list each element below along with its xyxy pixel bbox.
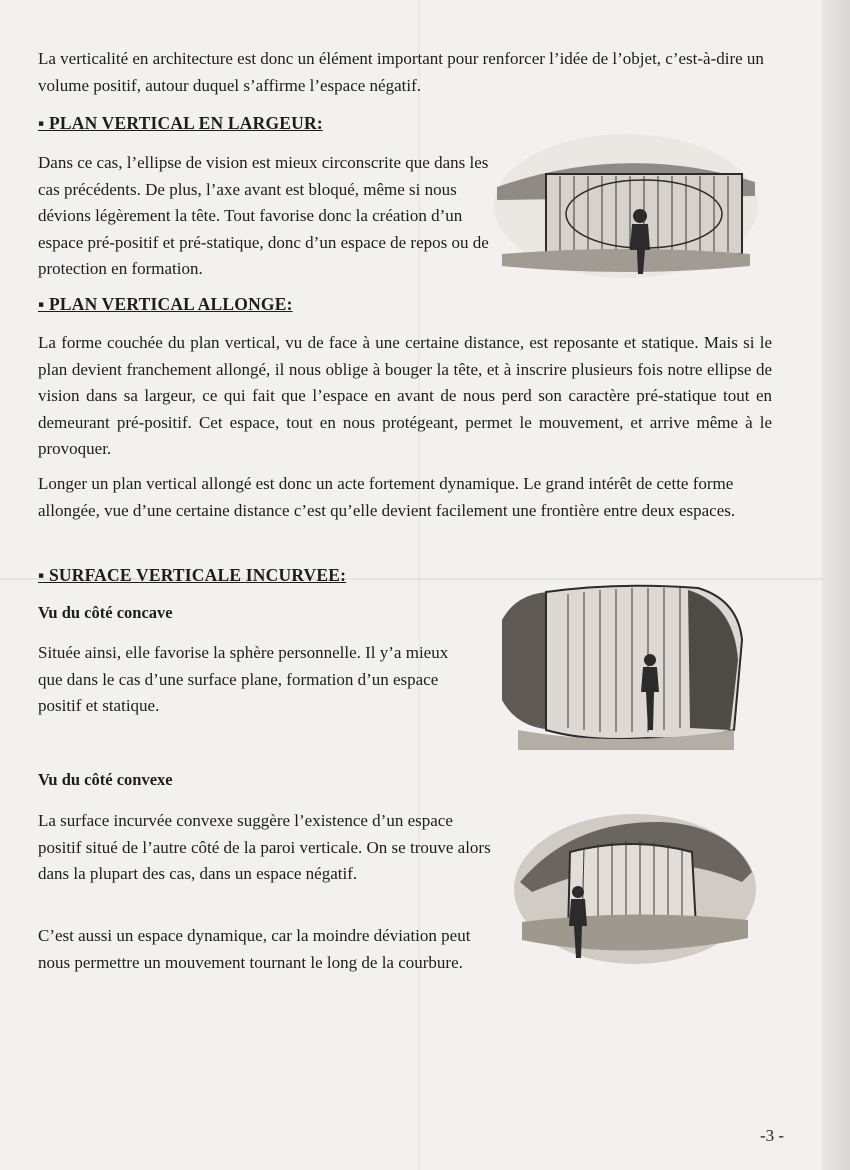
paragraph-convexe-1: La surface incurvée convexe suggère l’existence d’un espace positif situé de l’autre côté de la paroi verticale. On se trouve alors dans la plupart des cas, dans un espace négatif. (38, 811, 491, 883)
illustration-vertical-wall-wide (492, 132, 760, 280)
illustration-concave-wall (498, 580, 744, 752)
paragraph-plan-vertical-allonge-2: Longer un plan vertical allongé est donc un acte fortement dynamique. Le grand intérêt de cette forme allongée, vue d’une certaine distance c’est qu’elle devient facilement une frontière entre deux espaces. (38, 474, 736, 520)
heading-plan-vertical-largeur: ▪ PLAN VERTICAL EN LARGEUR: (38, 113, 323, 133)
heading-surface-verticale-incurvee: ▪ SURFACE VERTICALE INCURVEE: (38, 565, 347, 585)
illustration-convex-wall (512, 812, 758, 966)
paragraph-plan-vertical-allonge-1: La forme couchée du plan vertical, vu de face à une certaine distance, est reposante et statique. Mais si le plan devient franchement allongé, il nous oblige à bouger la tête, et à inscrire plusieurs fois notre ellipse de vision dans sa largeur, ce qui fait que l’espace en avant de nous perd son caractère pré-statique tout en demeurant pré-positif. Cet espace, tout en nous protégeant, permet le mouvement, et arrive même à le provoquer. (38, 333, 772, 458)
intro-paragraph: La verticalité en architecture est donc un élément important pour renforcer l’idée de l’objet, c’est-à-dire un volume positif, autour duquel s’affirme l’espace négatif. (38, 49, 764, 95)
paragraph-plan-vertical-largeur: Dans ce cas, l’ellipse de vision est mieux circonscrite que dans les cas précédents. De plus, l’axe avant est bloqué, même si nous dévions légèrement la tête. Tout favorise donc la création d’un espace pré-positif et pré-statique, donc d’un espace de repos ou de protection en formation. (38, 153, 489, 278)
paragraph-convexe-2: C’est aussi un espace dynamique, car la moindre déviation peut nous permettre un mouvement tournant le long de la courbure. (38, 926, 471, 972)
paragraph-concave: Située ainsi, elle favorise la sphère personnelle. Il y’a mieux que dans le cas d’une surface plane, formation d’un espace positif et statique. (38, 643, 449, 715)
subheading-concave: Vu du côté concave (38, 603, 173, 622)
paper-edge-shadow (822, 0, 850, 1170)
heading-plan-vertical-allonge: ▪ PLAN VERTICAL ALLONGE: (38, 294, 293, 314)
page-number: -3 - (760, 1126, 785, 1145)
subheading-convexe: Vu du côté convexe (38, 770, 173, 789)
